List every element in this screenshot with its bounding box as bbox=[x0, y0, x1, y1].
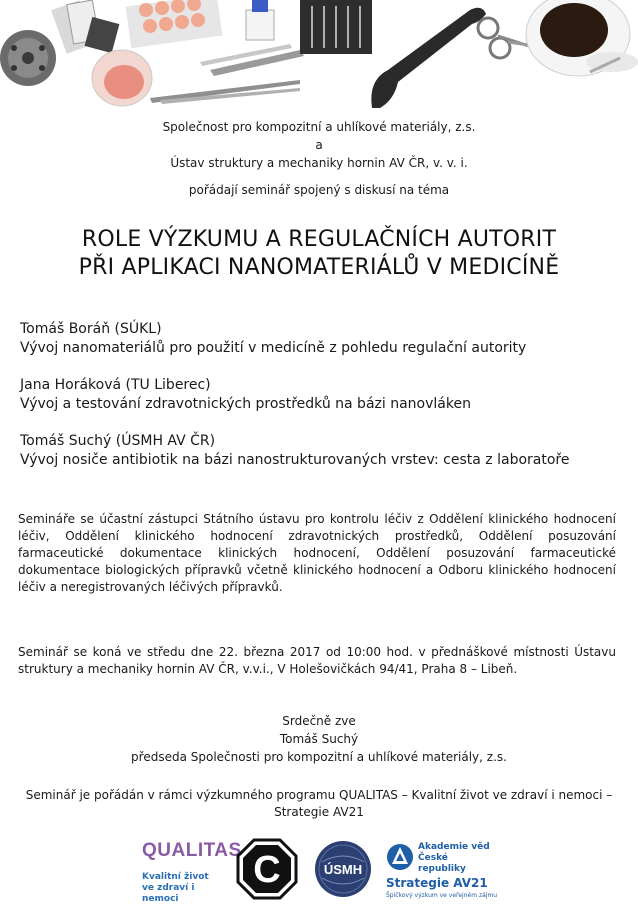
packet-image bbox=[51, 0, 119, 54]
usmh-text: ÚSMH bbox=[323, 862, 363, 877]
metal-disc-image bbox=[0, 30, 56, 86]
petri-dish-image bbox=[92, 50, 152, 106]
qualitas-wordmark: QUALITAS bbox=[142, 840, 242, 861]
av-strategy-tagline: Špičkový výzkum ve veřejném zájmu bbox=[386, 892, 498, 899]
octagon-icon bbox=[236, 838, 298, 900]
lab-tools-illustration bbox=[0, 0, 638, 112]
inviter-role: předseda Společnosti pro kompozitní a uhlíkové materiály, z.s. bbox=[131, 750, 507, 764]
c-octagon-logo bbox=[236, 838, 298, 900]
av-cr-logo bbox=[386, 840, 496, 904]
speaker-name: Tomáš Boráň (SÚKL) bbox=[20, 321, 162, 337]
title-line-1: ROLE VÝZKUMU A REGULAČNÍCH AUTORIT bbox=[81, 227, 557, 252]
speaker-talk: Vývoj nanomateriálů pro použití v medicíně z pohledu regulační autority bbox=[20, 340, 527, 356]
invitation-line: Srdečně zve bbox=[282, 714, 356, 728]
title-line-2: PŘI APLIKACI NANOMATERIÁLŮ V MEDICÍNĚ bbox=[78, 255, 560, 280]
usmh-emblem-icon bbox=[314, 840, 372, 898]
c-mark-letter: C bbox=[253, 849, 281, 891]
usmh-logo bbox=[314, 840, 372, 898]
logo-row bbox=[0, 836, 638, 906]
speaker-talk: Vývoj nosiče antibiotik na bázi nanostrukturovaných vrstev: cesta z laboratoře bbox=[20, 452, 570, 468]
qualitas-tagline-1: Kvalitní život bbox=[142, 872, 209, 882]
speaker-name: Jana Horáková (TU Liberec) bbox=[20, 377, 211, 393]
venue-paragraph: Seminář se koná ve středu dne 22. března 2017 od 10:00 hod. v přednáškové místnosti Ústavu struktury a mechaniky hornin AV ČR, v.v.i., V Holešovičkách 94/41, Praha 8 – Libeň. bbox=[18, 645, 616, 676]
av-name-line-2: České republiky bbox=[418, 853, 466, 874]
needle-box-image bbox=[300, 0, 372, 54]
qualitas-tagline-2: ve zdraví i nemoci bbox=[142, 883, 195, 904]
organizer-2: Ústav struktury a mechaniky hornin AV ČR, v. v. i. bbox=[170, 156, 468, 170]
vial-image bbox=[246, 0, 274, 40]
av-strategy-label: Strategie AV21 bbox=[386, 876, 488, 890]
inviter-name: Tomáš Suchý bbox=[279, 732, 359, 746]
speaker-block-3 bbox=[20, 432, 620, 470]
organizer-conjunction: a bbox=[315, 138, 323, 152]
page-title bbox=[0, 226, 638, 282]
qualitas-logo bbox=[142, 840, 242, 904]
av-name-line-1: Akademie věd bbox=[418, 842, 490, 852]
speaker-block-1 bbox=[20, 320, 620, 358]
bone-implant-image bbox=[371, 8, 486, 108]
speaker-block-2 bbox=[20, 376, 620, 414]
participants-paragraph: Semináře se účastní zástupci Státního ústavu pro kontrolu léčiv z Oddělení klinického hodnocení léčiv, Oddělení klinického hodnocení zdravotnických prostředků, Oddělení posuzování farmaceutické dokumentace klinických hodnocení, Oddělení posuzování farmaceutické dokumentace biologických přípravků včetně klinického hodnocení a Odboru klinického hodnocení léčiv a neregistrovaných léčivých přípravků. bbox=[18, 512, 616, 594]
intro-text: pořádají seminář spojený s diskusí na téma bbox=[188, 183, 450, 197]
speaker-talk: Vývoj a testování zdravotnických prostředků na bázi nanovláken bbox=[20, 396, 471, 412]
organizer-1: Společnost pro kompozitní a uhlíkové materiály, z.s. bbox=[162, 120, 476, 134]
av-triangle-icon bbox=[386, 842, 414, 872]
speaker-name: Tomáš Suchý (ÚSMH AV ČR) bbox=[20, 433, 216, 449]
sample-tray-image bbox=[126, 0, 223, 48]
header-banner bbox=[0, 0, 638, 112]
coffee-cup-image bbox=[526, 0, 638, 76]
program-note: Seminář je pořádán v rámci výzkumného programu QUALITAS – Kvalitní život ve zdraví i nemoci – Strategie AV21 bbox=[25, 788, 613, 819]
tweezers-image bbox=[150, 44, 304, 104]
